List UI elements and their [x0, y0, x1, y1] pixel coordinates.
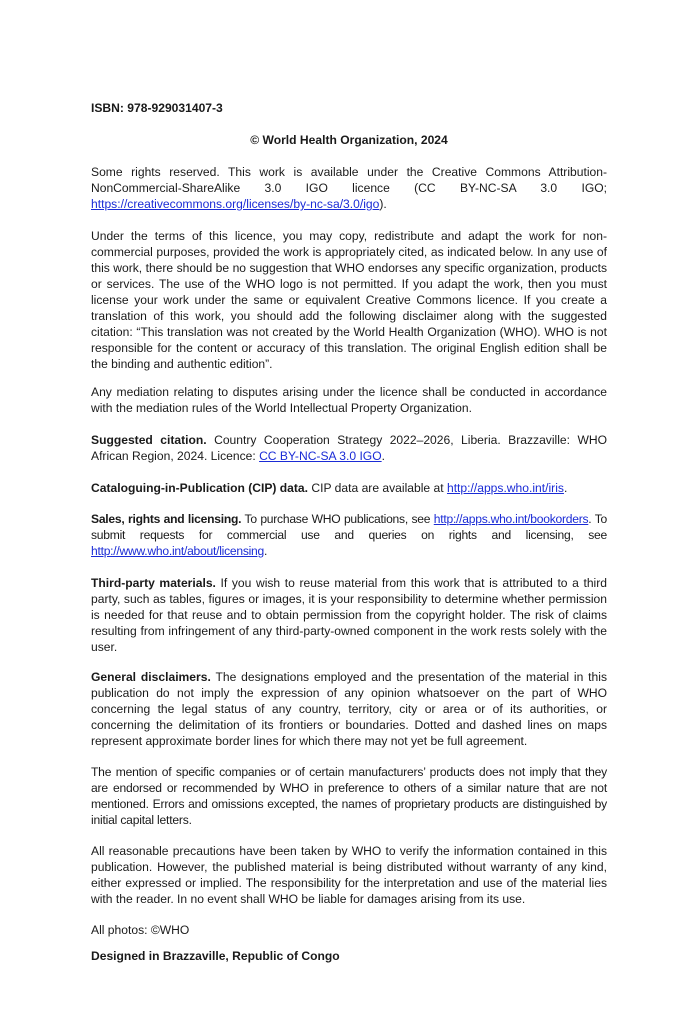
bookorders-link[interactable]: http://apps.who.int/bookorders [433, 512, 589, 526]
terms-paragraph: Under the terms of this licence, you may copy, redistribute and adapt the work for non-commercial purposes, provided the work is appropriately cited, as indicated below. In any use of this work, there should be no suggestion that WHO endorses any specific organization, products or services. The use of the WHO logo is not permitted. If you adapt the work, then you must license your work under the same or equivalent Creative Commons licence. If you create a translation of this work, you should add the following disclaimer along with the suggested citation: “This translation was not created by the World Health Organization (WHO). WHO is not responsible for the content or accuracy of this translation. The original English edition shall be the binding and authentic edition”. [91, 229, 607, 371]
licensing-link[interactable]: http://www.who.int/about/licensing [91, 544, 265, 558]
sales-paragraph: Sales, rights and licensing. To purchase WHO publications, see http://apps.who.int/bookorders. To submit requests for commercial use and queries on rights and licensing, see http://www.who.int/about/licensing. [91, 512, 607, 558]
mediation-paragraph: Any mediation relating to disputes arising under the licence shall be conducted in accordance with the mediation rules of the World Intellectual Property Organization. [91, 385, 607, 415]
photos-credit: All photos: ©WHO [91, 923, 190, 937]
citation-heading: Suggested citation. [91, 433, 207, 447]
iris-link[interactable]: http://apps.who.int/iris [446, 481, 564, 495]
rights-paragraph: Some rights reserved. This work is available under the Creative Commons Attribution-NonCommercial-ShareAlike 3.0 IGO licence (CC BY-NC-SA 3.0 IGO; https://creativecommons.org/licenses/by-nc-sa/3.0/igo). [91, 165, 607, 211]
cip-heading: Cataloguing-in-Publication (CIP) data. [91, 481, 309, 495]
sales-heading: Sales, rights and licensing. [91, 512, 242, 526]
mention-paragraph: The mention of specific companies or of certain manufacturers’ products does not imply that they are endorsed or recommended by WHO in preference to others of a similar nature that are not mentioned. Errors and omissions excepted, the names of proprietary products are distinguished by initial capital letters. [91, 765, 607, 827]
isbn: ISBN: 978-929031407-3 [91, 101, 223, 115]
designed-in: Designed in Brazzaville, Republic of Congo [91, 949, 340, 963]
precautions-paragraph: All reasonable precautions have been taken by WHO to verify the information contained in this publication. However, the published material is being distributed without warranty of any kind, either expressed or implied. The responsibility for the interpretation and use of the material lies with the reader. In no event shall WHO be liable for damages arising from its use. [91, 844, 607, 906]
third-party-paragraph: Third-party materials. If you wish to reuse material from this work that is attributed to a third party, such as tables, figures or images, it is your responsibility to determine whether permission is needed for that reuse and to obtain permission from the copyright holder. The risk of claims resulting from infringement of any third-party-owned component in the work rests solely with the user. [91, 576, 608, 654]
third-party-heading: Third-party materials. [91, 576, 216, 590]
citation-paragraph: Suggested citation. Country Cooperation Strategy 2022–2026, Liberia. Brazzaville: WHO African Region, 2024. Licence: CC BY-NC-SA 3.0 IGO. [91, 433, 607, 463]
general-disclaimers-paragraph: General disclaimers. The designations employed and the presentation of the material in this publication do not imply the expression of any opinion whatsoever on the part of WHO concerning the legal status of any country, territory, city or area or of its authorities, or concerning the delimitation of its frontiers or boundaries. Dotted and dashed lines on maps represent approximate border lines for which there may not yet be full agreement. [91, 670, 607, 748]
cip-paragraph: Cataloguing-in-Publication (CIP) data. CIP data are available at http://apps.who.int/iris. [91, 481, 568, 495]
license-link[interactable]: https://creativecommons.org/licenses/by-nc-sa/3.0/igo [91, 197, 380, 211]
general-disclaimers-heading: General disclaimers. [91, 670, 211, 684]
citation-license-link[interactable]: CC BY-NC-SA 3.0 IGO [259, 449, 382, 463]
copyright-line: © World Health Organization, 2024 [250, 133, 448, 147]
